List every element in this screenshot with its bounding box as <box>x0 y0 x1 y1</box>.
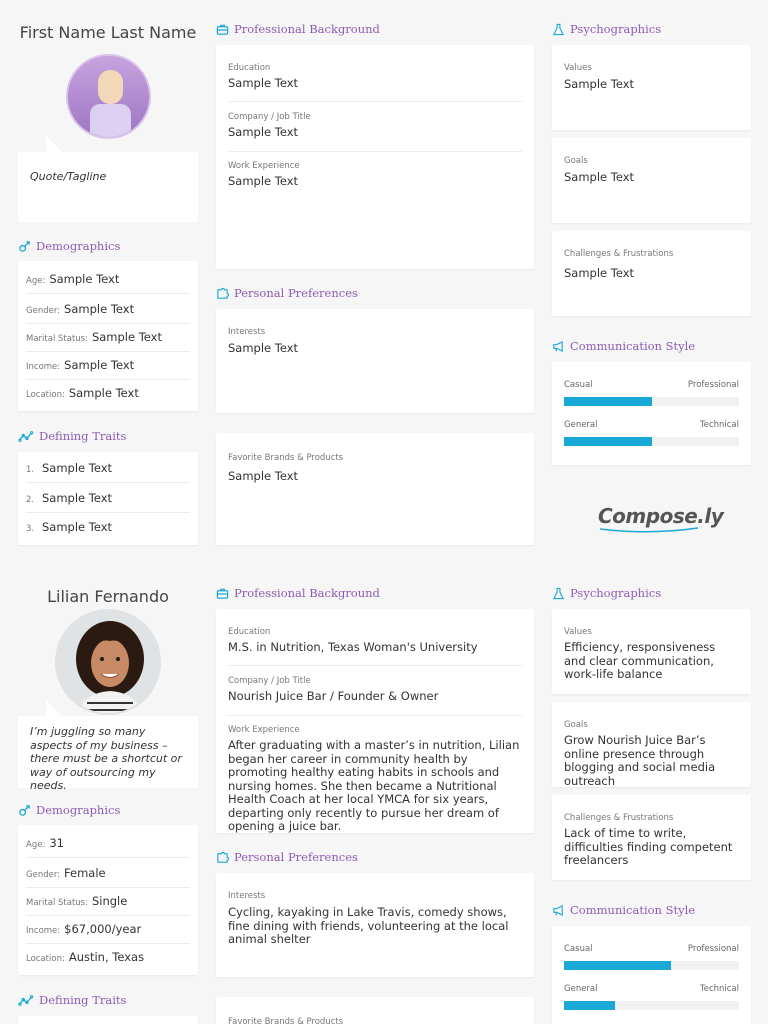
demographics-header <box>18 239 120 253</box>
psychographics-title: Psychographics <box>570 22 662 36</box>
flask-icon <box>552 587 565 600</box>
education-field: Education Sample Text <box>228 63 299 90</box>
bar-fill <box>564 397 652 406</box>
persona-professional-card <box>216 609 534 833</box>
preferences-title: Personal Preferences <box>234 286 358 300</box>
persona-psychographics-title: Psychographics <box>570 586 662 600</box>
trait-item: 3. Sample Text <box>26 520 113 534</box>
interests-field: Interests Cycling, kayaking in Lake Travis, comedy shows, fine dining with friends, volunteering at the local animal shelter <box>228 891 509 946</box>
persona-quote: I’m juggling so many aspects of my business – there must be a shortcut or way of outsourcing my needs. <box>18 716 198 788</box>
traits-title: Defining Traits <box>39 429 127 443</box>
persona-avatar <box>55 609 161 715</box>
name: First Name Last Name <box>19 23 197 42</box>
communication-title: Communication Style <box>570 339 696 353</box>
company-field: Company / Job Title Sample Text <box>228 112 311 139</box>
briefcase-icon <box>216 23 229 36</box>
persona-demographics-header <box>18 803 120 817</box>
persona-traits-card <box>18 1016 198 1024</box>
demographics-card <box>18 261 198 411</box>
puzzle-icon <box>216 287 229 300</box>
bar-fill <box>564 437 652 446</box>
bar-fill <box>564 961 671 970</box>
demographics-title: Demographics <box>36 239 121 253</box>
briefcase-icon <box>216 587 229 600</box>
goals-field: Goals Sample Text <box>564 156 635 184</box>
communication-header <box>552 339 695 353</box>
megaphone-icon <box>552 340 565 353</box>
company-field: Company / Job Title Nourish Juice Bar / Founder & Owner <box>228 676 439 703</box>
logo-swoosh <box>598 526 700 534</box>
person-icon <box>68 56 151 139</box>
brands-field: Favorite Brands & Products <box>228 1017 344 1024</box>
values-card <box>552 45 751 130</box>
interests-card <box>216 309 534 413</box>
persona-name: Lilian Fernando <box>47 587 169 606</box>
goals-card <box>552 138 751 223</box>
persona-communication-card: Casual Professional General Technical <box>552 926 751 1024</box>
casual-professional-slider <box>564 397 739 406</box>
demo-row-age: Age: 31 <box>26 836 64 850</box>
brands-field: Favorite Brands & Products Sample Text <box>228 453 344 483</box>
education-field: Education M.S. in Nutrition, Texas Woman's University <box>228 627 478 654</box>
demo-row-marital: Marital Status: Single <box>26 894 128 908</box>
avatar-placeholder <box>66 54 151 139</box>
professional-header <box>216 22 380 36</box>
traits-header <box>18 429 126 443</box>
persona-challenges-card <box>552 795 751 880</box>
demo-row-location: Location: Austin, Texas <box>26 950 145 964</box>
portrait-image <box>57 611 161 715</box>
persona-psychographics-header <box>552 586 661 600</box>
challenges-card <box>552 231 751 316</box>
values-field: Values Efficiency, responsiveness and clear communication, work-life balance <box>564 627 716 681</box>
experience-field: Work Experience Sample Text <box>228 161 300 188</box>
gender-icon <box>18 804 31 817</box>
trend-icon <box>18 994 34 1007</box>
persona-demographics-card <box>18 825 198 975</box>
preferences-header <box>216 286 358 300</box>
persona-professional-title: Professional Background <box>234 586 380 600</box>
persona-professional-header <box>216 586 380 600</box>
demo-row-gender: Gender: Sample Text <box>26 302 135 316</box>
interests-field: Interests Sample Text <box>228 327 299 355</box>
persona-brands-card <box>216 997 534 1024</box>
communication-card: Casual Professional General Technical <box>552 362 751 465</box>
flask-icon <box>552 23 565 36</box>
psychographics-header <box>552 22 661 36</box>
persona-values-card <box>552 609 751 694</box>
demo-row-income: Income: Sample Text <box>26 358 135 372</box>
quote-tagline: Quote/Tagline <box>18 152 198 222</box>
values-field: Values Sample Text <box>564 63 635 91</box>
persona-communication-header <box>552 903 695 917</box>
persona-preferences-header <box>216 850 358 864</box>
demo-row-income: Income: $67,000/year <box>26 922 142 936</box>
brands-card <box>216 433 534 545</box>
bar-fill <box>564 1001 615 1010</box>
persona-traits-title: Defining Traits <box>39 993 127 1007</box>
demo-row-location: Location: Sample Text <box>26 386 139 400</box>
experience-field: Work Experience After graduating with a master’s in nutrition, Lilian began her career in community health by promoting healthy eating habits in schools and nursing homes. She then became a Nutritional Health Coach at her local YMCA for six years, departing only recently to pursue her dream of opening a juice bar. <box>228 725 520 833</box>
trait-item: 1. Sample Text <box>26 461 113 475</box>
persona-goals-card <box>552 702 751 787</box>
general-technical-slider <box>564 437 739 446</box>
traits-card <box>18 452 198 545</box>
demo-row-age: Age: Sample Text <box>26 272 120 286</box>
composely-logo: Compose.ly <box>598 504 723 528</box>
casual-professional-slider <box>564 961 739 970</box>
puzzle-icon <box>216 851 229 864</box>
demo-row-gender: Gender: Female <box>26 866 106 880</box>
goals-field: Goals Grow Nourish Juice Bar’s online presence through blogging and social media outreach <box>564 720 716 788</box>
professional-title: Professional Background <box>234 22 380 36</box>
trend-icon <box>18 430 34 443</box>
general-technical-slider <box>564 1001 739 1010</box>
persona-traits-header <box>18 993 126 1007</box>
trait-item: 2. Sample Text <box>26 491 113 505</box>
persona-demographics-title: Demographics <box>36 803 121 817</box>
persona-preferences-title: Personal Preferences <box>234 850 358 864</box>
persona-interests-card <box>216 873 534 977</box>
demo-row-marital: Marital Status: Sample Text <box>26 330 162 344</box>
gender-icon <box>18 240 31 253</box>
persona-communication-title: Communication Style <box>570 903 696 917</box>
challenges-field: Challenges & Frustrations Lack of time to write, difficulties finding competent freelancers <box>564 813 733 867</box>
challenges-field: Challenges & Frustrations Sample Text <box>564 249 674 280</box>
megaphone-icon <box>552 904 565 917</box>
professional-card <box>216 45 534 269</box>
